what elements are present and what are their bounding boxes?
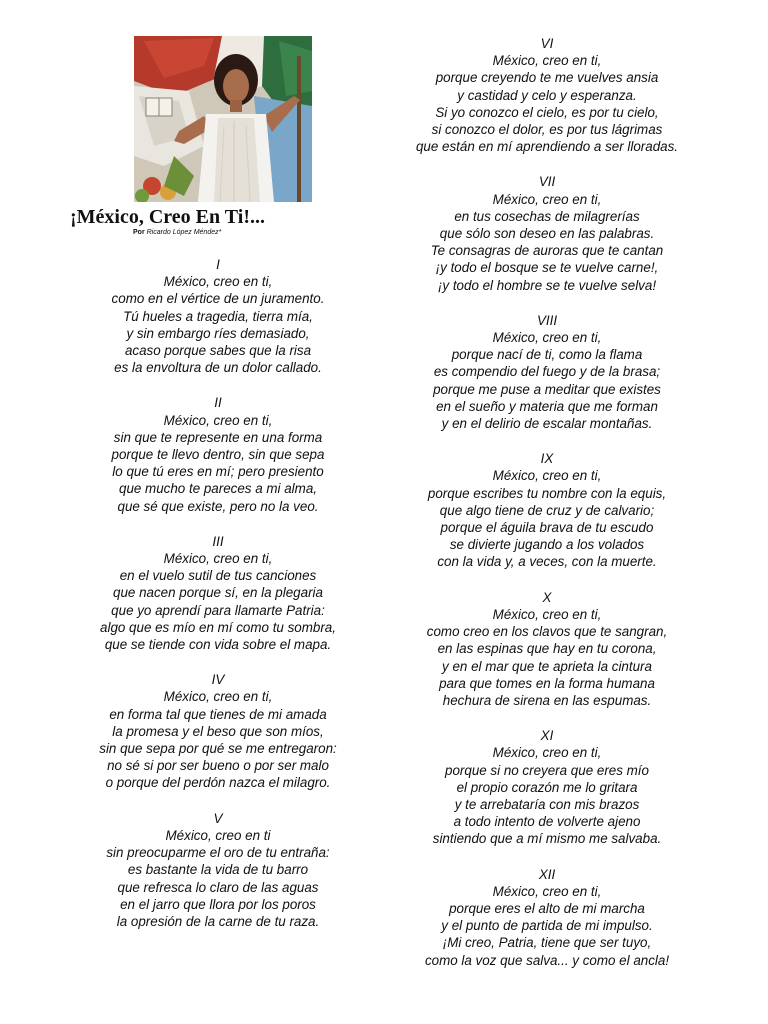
verse-line: México, creo en ti, bbox=[492, 745, 602, 761]
verse-line: sin que sepa por qué se me entregaron: bbox=[99, 741, 337, 757]
stanza-number: VII bbox=[538, 174, 556, 190]
verse-line: Si yo conozco el cielo, es por tu cielo, bbox=[435, 104, 659, 120]
poem-byline bbox=[133, 229, 221, 236]
verse-line: como creo en los clavos que te sangran, bbox=[426, 624, 668, 640]
verse-line: la promesa y el beso que son míos, bbox=[112, 723, 324, 739]
verse-line: que algo tiene de cruz y de calvario; bbox=[439, 502, 655, 518]
verse-line: México, creo en ti, bbox=[492, 606, 602, 622]
stanza-number: X bbox=[542, 589, 552, 605]
stanza-number: VI bbox=[540, 36, 554, 51]
verse-line: que mucho te pareces a mi alma, bbox=[119, 481, 317, 497]
stanza bbox=[64, 810, 372, 930]
stanza-number: XI bbox=[540, 728, 554, 744]
verse-line: con la vida y, a veces, con la muerte. bbox=[437, 554, 657, 570]
verse-line: sin preocuparme el oro de tu entraña: bbox=[106, 845, 330, 861]
stanza bbox=[392, 450, 702, 570]
verse-line: en el sueño y materia que me forman bbox=[436, 398, 658, 414]
verse-line: que yo aprendí para llamarte Patria: bbox=[111, 602, 325, 618]
verse-line: porque el águila brava de tu escudo bbox=[440, 520, 654, 536]
verse-line: la opresión de la carne de tu raza. bbox=[116, 913, 320, 929]
verse-line: es la envoltura de un dolor callado. bbox=[114, 360, 322, 376]
verse-line: porque eres el alto de mi marcha bbox=[449, 900, 645, 916]
verse-line: es compendio del fuego y de la brasa; bbox=[433, 364, 661, 380]
stanza bbox=[392, 173, 702, 293]
verse-line: que sé que existe, pero no la veo. bbox=[117, 498, 319, 514]
stanza-number: I bbox=[216, 257, 220, 272]
verse-line: sin que te represente en una forma bbox=[113, 429, 323, 445]
verse-line: México, creo en ti, bbox=[492, 191, 602, 207]
verse-line: como la voz que salva... y como el ancla! bbox=[424, 952, 670, 968]
stanza bbox=[392, 589, 702, 709]
verse-line: se divierte jugando a los volados bbox=[449, 537, 645, 553]
stanza bbox=[392, 35, 702, 155]
verse-line: y en el delirio de escalar montañas. bbox=[441, 416, 653, 432]
verse-line: México, creo en ti, bbox=[163, 551, 273, 567]
verse-line: México, creo en ti, bbox=[163, 689, 273, 705]
patria-illustration bbox=[134, 36, 312, 202]
verse-line: Te consagras de auroras que te cantan bbox=[430, 243, 664, 259]
stanza-number: II bbox=[214, 395, 222, 411]
verse-line: porque me puse a meditar que existes bbox=[433, 381, 661, 397]
byline-prefix: Por bbox=[133, 229, 145, 236]
verse-line: para que tomes en la forma humana bbox=[439, 675, 655, 691]
verse-line: México, creo en ti bbox=[165, 827, 271, 843]
verse-line: porque creyendo te me vuelves ansia bbox=[435, 70, 659, 86]
verse-line: en tus cosechas de milagrerías bbox=[454, 208, 640, 224]
verse-line: algo que es mío en mí como tu sombra, bbox=[100, 619, 336, 635]
verse-line: porque si no creyera que eres mío bbox=[445, 762, 649, 778]
verse-line: como en el vértice de un juramento. bbox=[111, 291, 325, 307]
stanza bbox=[64, 533, 372, 653]
verse-line: porque escribes tu nombre con la equis, bbox=[427, 485, 667, 501]
verse-line: es bastante la vida de tu barro bbox=[127, 862, 309, 878]
stanza-number: V bbox=[213, 810, 223, 826]
verse-line: o porque del perdón nazca el milagro. bbox=[105, 775, 331, 791]
verse-line: México, creo en ti, bbox=[492, 883, 602, 899]
verse-line: ¡Mi creo, Patria, tiene que ser tuyo, bbox=[442, 935, 652, 951]
poem-title: ¡México, Creo En Ti!... bbox=[70, 206, 265, 228]
verse-line: el propio corazón me lo gritara bbox=[456, 779, 638, 795]
verse-line: México, creo en ti, bbox=[163, 412, 273, 428]
stanza-number: IV bbox=[211, 672, 225, 688]
verse-line: y te arrebataría con mis brazos bbox=[454, 796, 640, 812]
verse-line: en las espinas que hay en tu corona, bbox=[437, 641, 657, 657]
left-column bbox=[64, 256, 372, 948]
stanza-number: III bbox=[212, 533, 224, 549]
verse-line: porque te llevo dentro, sin que sepa bbox=[111, 447, 325, 463]
verse-line: que están en mí aprendiendo a ser lloradas. bbox=[415, 139, 679, 155]
stanza-number: IX bbox=[540, 451, 554, 467]
verse-line: que nacen porque sí, en la plegaria bbox=[113, 585, 323, 601]
verse-line: ¡y todo el bosque se te vuelve carne!, bbox=[435, 260, 659, 276]
verse-line: que se tiende con vida sobre el mapa. bbox=[104, 637, 332, 653]
verse-line: y el punto de partida de mi impulso. bbox=[441, 918, 653, 934]
stanza bbox=[392, 866, 702, 969]
byline-author: Ricardo López Méndez* bbox=[146, 229, 222, 236]
verse-line: a todo intento de volverte ajeno bbox=[453, 814, 641, 830]
verse-line: si conozco el dolor, es por tus lágrimas bbox=[431, 122, 663, 138]
verse-line: que sólo son deseo en las palabras. bbox=[439, 226, 655, 242]
verse-line: y sin embargo ríes demasiado, bbox=[126, 325, 310, 341]
verse-line: Tú hueles a tragedia, tierra mía, bbox=[123, 308, 313, 324]
stanza bbox=[64, 394, 372, 514]
verse-line: México, creo en ti, bbox=[163, 274, 273, 290]
verse-line: y en el mar que te aprieta la cintura bbox=[442, 658, 652, 674]
verse-line: México, creo en ti, bbox=[492, 330, 602, 346]
verse-line: lo que tú eres en mí; pero presiento bbox=[112, 464, 324, 480]
verse-line: que refresca lo claro de las aguas bbox=[117, 879, 319, 895]
stanza-number: VIII bbox=[536, 312, 558, 328]
verse-line: porque nací de ti, como la flama bbox=[451, 347, 643, 363]
stanza bbox=[64, 256, 372, 376]
verse-line: ¡y todo el hombre se te vuelve selva! bbox=[437, 277, 657, 293]
verse-line: México, creo en ti, bbox=[492, 468, 602, 484]
verse-line: en forma tal que tienes de mi amada bbox=[109, 706, 327, 722]
stanza-number: XII bbox=[538, 866, 556, 882]
verse-line: y castidad y celo y esperanza. bbox=[457, 87, 637, 103]
verse-line: hechura de sirena en las espumas. bbox=[442, 692, 652, 708]
verse-line: no sé si por ser bueno o por ser malo bbox=[107, 758, 329, 774]
verse-line: México, creo en ti, bbox=[492, 53, 602, 69]
verse-line: en el jarro que llora por los poros bbox=[120, 896, 316, 912]
verse-line: acaso porque sabes que la risa bbox=[124, 343, 312, 359]
stanza bbox=[64, 671, 372, 791]
verse-line: sintiendo que a mí mismo me salvaba. bbox=[432, 831, 662, 847]
right-column bbox=[392, 35, 702, 987]
stanza bbox=[392, 312, 702, 432]
stanza bbox=[392, 727, 702, 847]
verse-line: en el vuelo sutil de tus canciones bbox=[119, 568, 317, 584]
